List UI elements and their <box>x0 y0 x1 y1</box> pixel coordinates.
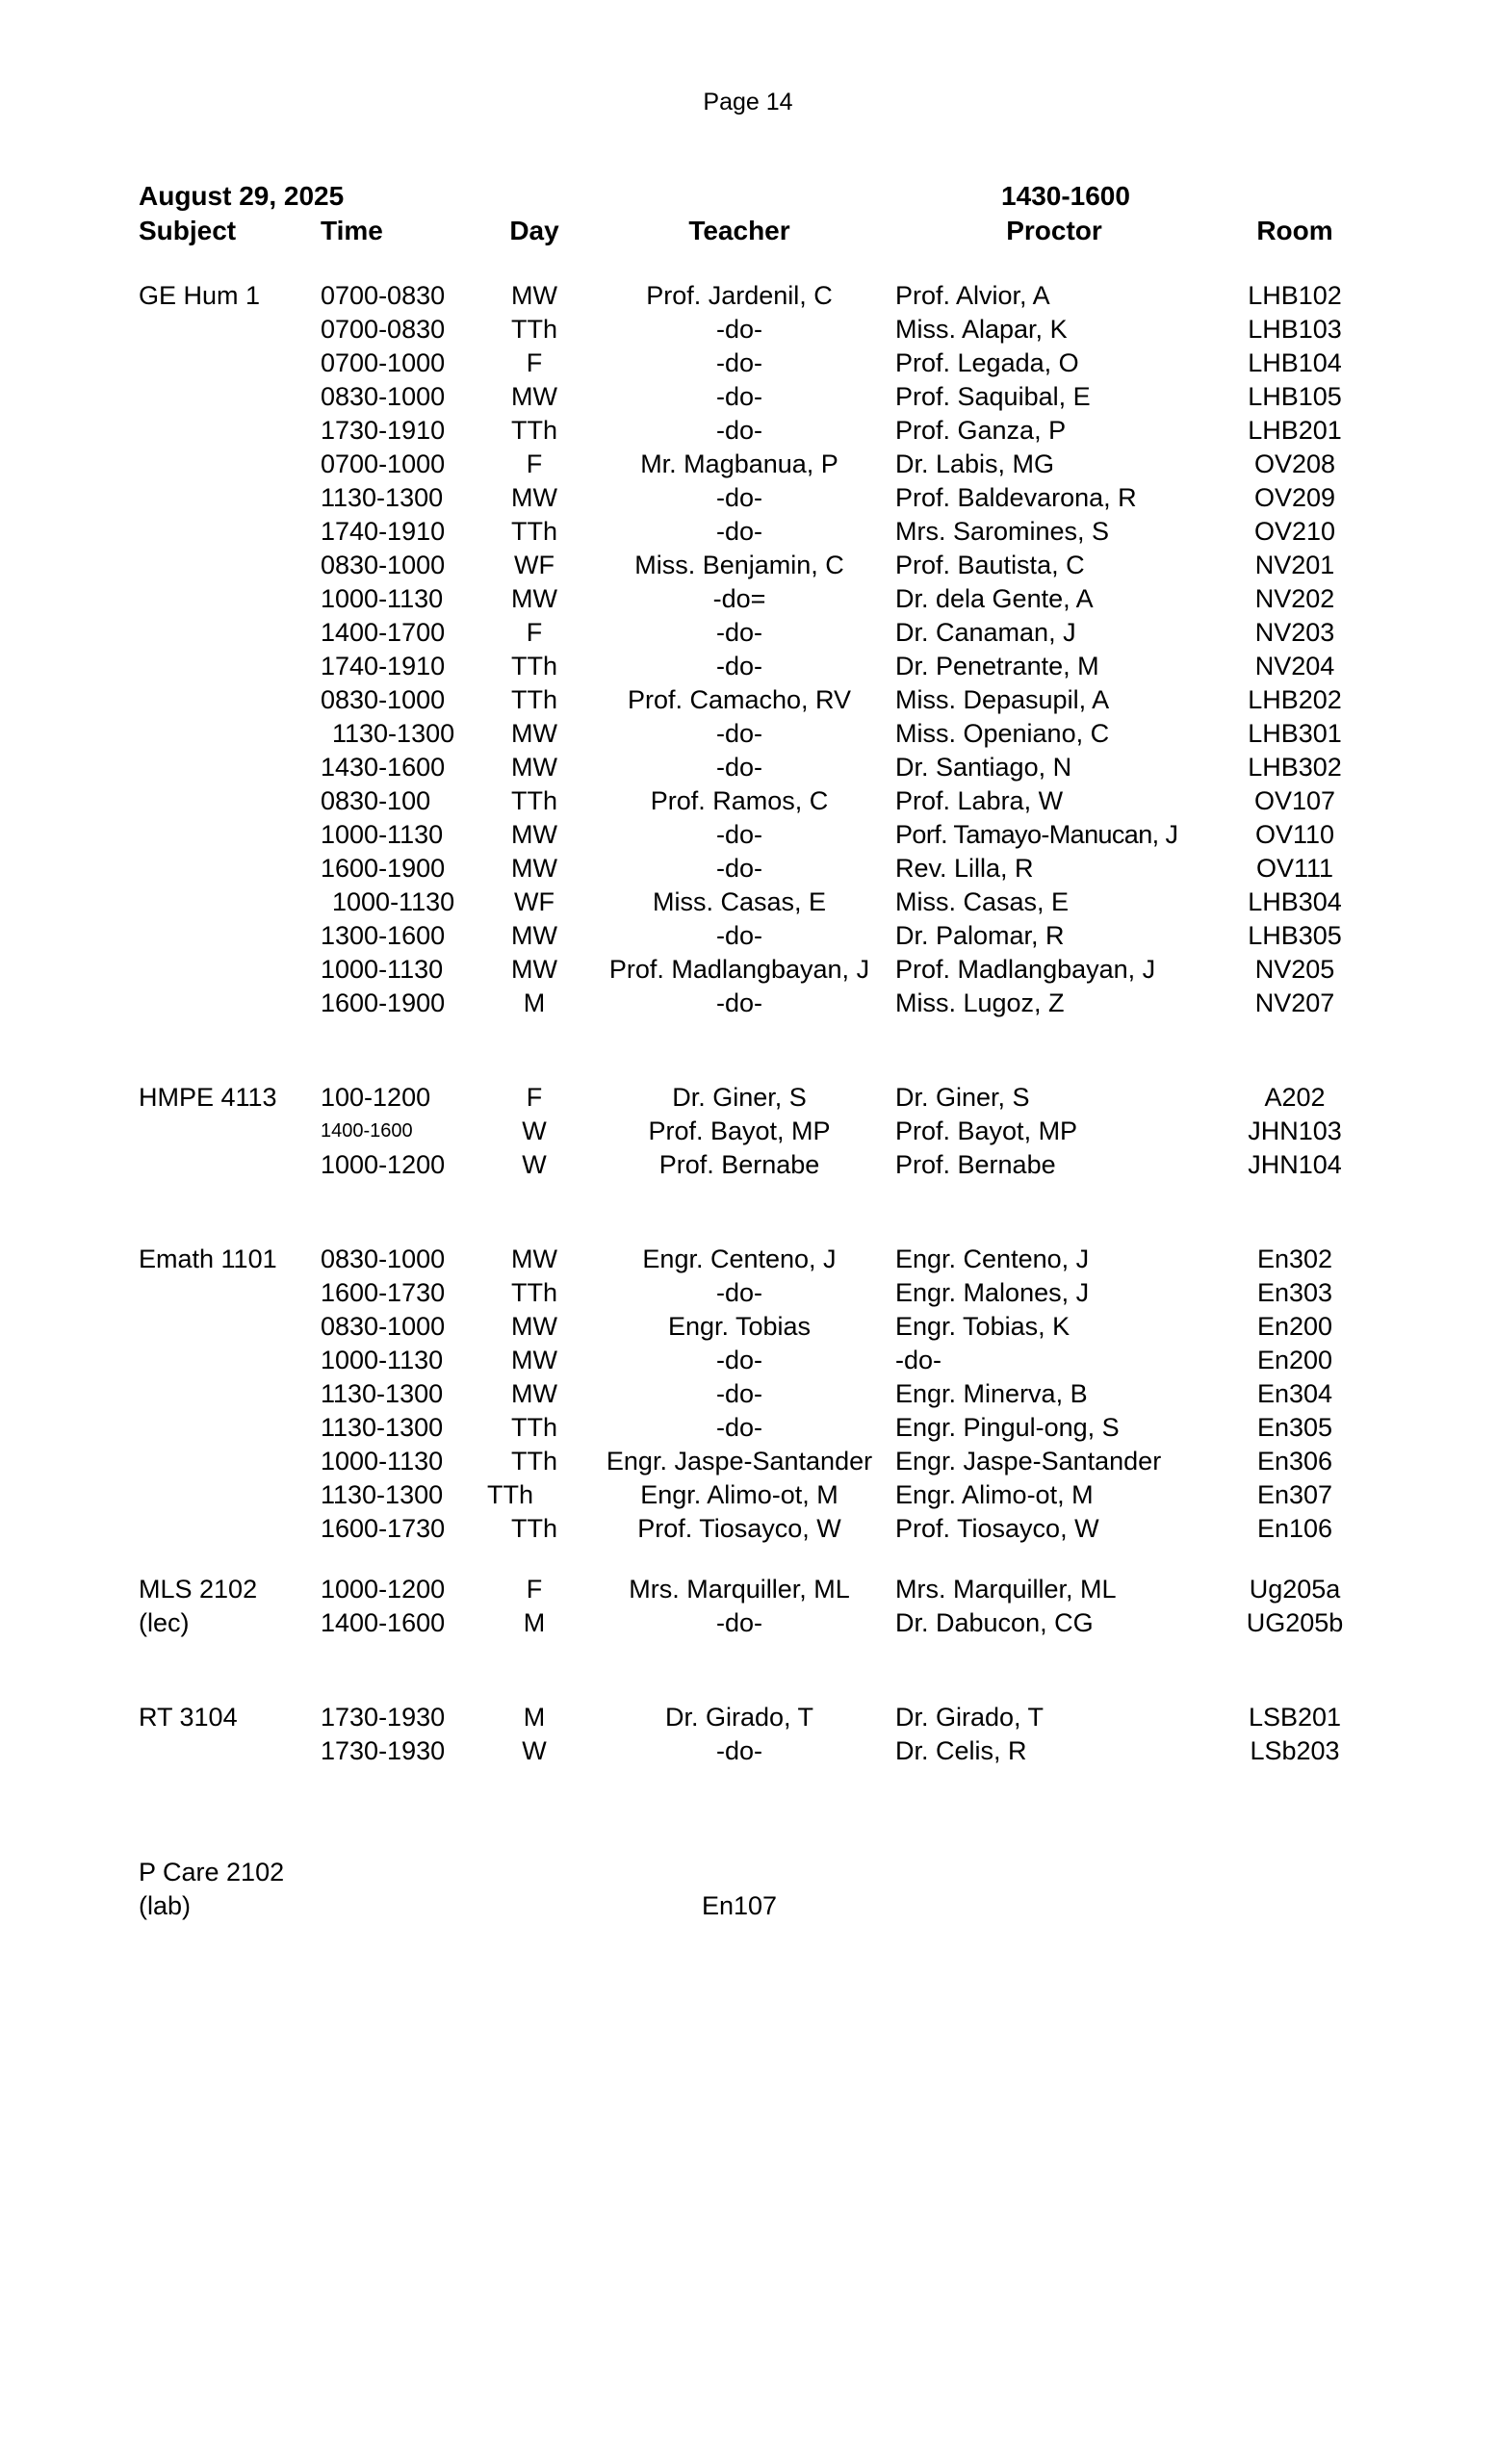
room-cell: OV110 <box>1254 820 1335 849</box>
room-cell: LHB202 <box>1248 685 1342 714</box>
day-cell: MW <box>511 584 557 613</box>
proctor-cell: Dr. Celis, R <box>895 1736 1027 1765</box>
subject-subtitle: (lab) <box>139 1891 192 1920</box>
teacher-cell: Mrs. Marquiller, ML <box>629 1575 850 1604</box>
day-cell: MW <box>511 1346 557 1374</box>
proctor-cell: Engr. Jaspe-Santander <box>895 1447 1162 1476</box>
subject-name: HMPE 4113 <box>139 1083 277 1112</box>
day-cell: TTh <box>510 416 557 445</box>
time-cell: 1000-1200 <box>321 1150 446 1179</box>
room-cell: En302 <box>1256 1245 1333 1273</box>
proctor-cell: Miss. Depasupil, A <box>895 685 1110 714</box>
column-header-teacher: Teacher <box>688 216 790 245</box>
day-cell: MW <box>511 1245 557 1273</box>
room-cell: LSb203 <box>1250 1736 1340 1765</box>
schedule-row <box>0 1734 1496 1768</box>
day-cell: MW <box>511 483 557 512</box>
room-cell: OV210 <box>1253 517 1336 546</box>
room-cell: OV208 <box>1253 449 1336 478</box>
proctor-cell: Dr. Santiago, N <box>895 753 1072 782</box>
proctor-cell: Dr. Labis, MG <box>895 449 1055 478</box>
schedule-row <box>0 751 1496 784</box>
day-cell: MW <box>511 820 557 849</box>
proctor-cell: Prof. Alvior, A <box>895 281 1050 310</box>
subject-block <box>0 1243 1496 1546</box>
proctor-cell: Miss. Lugoz, Z <box>895 988 1065 1017</box>
time-cell: 1000-1130 <box>321 1447 444 1476</box>
subject-name: Emath 1101 <box>139 1245 277 1273</box>
room-cell: NV204 <box>1254 652 1335 680</box>
teacher-cell: Prof. Bayot, MP <box>648 1116 831 1145</box>
day-cell: W <box>522 1150 547 1179</box>
time-cell: 1400-1600 <box>321 1120 413 1142</box>
room-cell: LHB105 <box>1248 382 1342 411</box>
day-cell: F <box>526 1575 543 1604</box>
proctor-cell: Dr. Canaman, J <box>895 618 1076 647</box>
schedule-row <box>0 346 1496 380</box>
time-cell: 1130-1300 <box>321 1379 444 1408</box>
schedule-row <box>0 1243 1496 1276</box>
schedule-row <box>0 717 1496 751</box>
day-cell: F <box>526 449 543 478</box>
proctor-cell: Engr. Tobias, K <box>895 1312 1070 1341</box>
room-cell: NV205 <box>1254 955 1335 984</box>
schedule-row <box>0 481 1496 515</box>
teacher-cell: -do- <box>715 652 762 680</box>
room-cell: En303 <box>1256 1278 1333 1307</box>
room-cell: En307 <box>1256 1480 1333 1509</box>
schedule-row <box>0 448 1496 481</box>
teacher-cell: Prof. Madlangbayan, J <box>608 955 870 984</box>
proctor-cell: Miss. Openiano, C <box>895 719 1110 748</box>
day-cell: MW <box>511 719 557 748</box>
time-cell: 1000-1200 <box>321 1575 446 1604</box>
day-cell: MW <box>511 753 557 782</box>
room-cell: NV207 <box>1254 988 1335 1017</box>
room-cell: LHB301 <box>1248 719 1342 748</box>
schedule-row <box>0 1606 1496 1640</box>
room-cell: LHB103 <box>1248 315 1342 344</box>
teacher-cell: Engr. Centeno, J <box>642 1245 837 1273</box>
teacher-cell: -do- <box>715 854 762 883</box>
room-cell: LHB102 <box>1248 281 1342 310</box>
teacher-cell: -do- <box>715 483 762 512</box>
teacher-cell: Engr. Tobias <box>667 1312 812 1341</box>
teacher-cell: -do= <box>712 584 766 613</box>
day-cell: TTh <box>487 1480 534 1509</box>
day-cell: F <box>526 1083 543 1112</box>
time-cell: 0830-100 <box>321 786 431 815</box>
proctor-cell: Dr. Penetrante, M <box>895 652 1099 680</box>
teacher-cell: -do- <box>715 618 762 647</box>
day-cell: M <box>523 1608 546 1637</box>
time-cell: 0830-1000 <box>321 1312 446 1341</box>
schedule-row <box>0 380 1496 414</box>
schedule-row <box>0 515 1496 549</box>
subject-subtitle: (lec) <box>139 1608 190 1637</box>
schedule-row <box>0 919 1496 953</box>
subject-name: GE Hum 1 <box>139 281 261 310</box>
teacher-cell: -do- <box>715 1736 762 1765</box>
day-cell: TTh <box>510 517 557 546</box>
time-cell: 0700-0830 <box>321 281 446 310</box>
time-cell: 1130-1300 <box>321 483 444 512</box>
subject-name: P Care 2102 <box>139 1858 285 1886</box>
time-cell: 1600-1730 <box>321 1278 446 1307</box>
schedule-row <box>0 1445 1496 1478</box>
proctor-cell: Prof. Madlangbayan, J <box>895 955 1156 984</box>
teacher-cell: -do- <box>715 382 762 411</box>
teacher-cell: Miss. Casas, E <box>652 887 827 916</box>
subject-block <box>0 1701 1496 1768</box>
schedule-row <box>0 1478 1496 1512</box>
teacher-cell: Mr. Magbanua, P <box>640 449 838 478</box>
proctor-cell: Prof. Ganza, P <box>895 416 1067 445</box>
room-cell: LHB304 <box>1248 887 1342 916</box>
proctor-cell: Dr. Palomar, R <box>895 921 1065 950</box>
day-cell: TTh <box>510 1514 557 1543</box>
proctor-cell: Prof. Labra, W <box>895 786 1064 815</box>
schedule-row <box>0 1701 1496 1734</box>
schedule-row <box>0 582 1496 616</box>
exam-date: August 29, 2025 <box>139 181 345 211</box>
room-cell: En200 <box>1256 1346 1333 1374</box>
schedule-row <box>0 683 1496 717</box>
room-cell: Ug205a <box>1249 1575 1341 1604</box>
time-cell: 1730-1930 <box>321 1703 446 1732</box>
day-cell: M <box>523 988 546 1017</box>
day-cell: MW <box>511 921 557 950</box>
day-cell: TTh <box>510 1278 557 1307</box>
proctor-cell: Prof. Tiosayco, W <box>895 1514 1099 1543</box>
proctor-cell: Engr. Pingul-ong, S <box>895 1413 1120 1442</box>
day-cell: TTh <box>510 315 557 344</box>
teacher-cell: Engr. Jaspe-Santander <box>606 1447 873 1476</box>
room-cell: LHB201 <box>1248 416 1342 445</box>
time-cell: 1730-1910 <box>321 416 446 445</box>
room-cell: JHN103 <box>1248 1116 1342 1145</box>
teacher-cell: Miss. Benjamin, C <box>634 551 844 579</box>
schedule-row <box>0 1148 1496 1182</box>
room-cell: En304 <box>1256 1379 1333 1408</box>
time-cell: 1730-1930 <box>321 1736 446 1765</box>
teacher-cell: Dr. Giner, S <box>672 1083 807 1112</box>
day-cell: F <box>526 348 543 377</box>
day-cell: MW <box>511 382 557 411</box>
teacher-cell: -do- <box>715 820 762 849</box>
teacher-cell: Dr. Girado, T <box>664 1703 814 1732</box>
day-cell: TTh <box>510 652 557 680</box>
day-cell: M <box>523 1703 546 1732</box>
page-number: Page 14 <box>703 89 793 116</box>
schedule-row <box>0 414 1496 448</box>
teacher-cell: -do- <box>715 719 762 748</box>
time-cell: 0830-1000 <box>321 382 446 411</box>
teacher-cell: -do- <box>715 1346 762 1374</box>
time-cell: 0830-1000 <box>321 1245 446 1273</box>
column-header-room: Room <box>1256 216 1333 245</box>
proctor-cell: Prof. Baldevarona, R <box>895 483 1137 512</box>
schedule-row <box>0 313 1496 346</box>
teacher-cell: -do- <box>715 1608 762 1637</box>
time-cell: 0700-0830 <box>321 315 446 344</box>
time-cell: 1740-1910 <box>321 517 446 546</box>
time-cell: 1600-1900 <box>321 854 446 883</box>
day-cell: TTh <box>510 1447 557 1476</box>
day-cell: WF <box>514 551 555 579</box>
day-cell: MW <box>511 281 557 310</box>
teacher-cell: -do- <box>715 416 762 445</box>
time-cell: 1000-1130 <box>332 887 455 916</box>
day-cell: F <box>526 618 543 647</box>
proctor-cell: Prof. Bayot, MP <box>895 1116 1078 1145</box>
room-cell: OV111 <box>1255 854 1334 883</box>
room-cell: JHN104 <box>1248 1150 1342 1179</box>
exam-time-slot: 1430-1600 <box>1001 181 1130 211</box>
schedule-row <box>0 987 1496 1020</box>
schedule-row <box>0 1310 1496 1344</box>
time-cell: 1600-1900 <box>321 988 446 1017</box>
proctor-cell: Prof. Bautista, C <box>895 551 1085 579</box>
column-header-day: Day <box>509 216 559 245</box>
room-cell: NV203 <box>1254 618 1335 647</box>
time-cell: 1000-1130 <box>321 820 444 849</box>
schedule-row <box>0 616 1496 650</box>
column-header-proctor: Proctor <box>1006 216 1102 245</box>
day-cell: TTh <box>510 685 557 714</box>
room-cell: LHB305 <box>1248 921 1342 950</box>
schedule-row <box>0 1512 1496 1546</box>
proctor-cell: Dr. Girado, T <box>895 1703 1045 1732</box>
schedule-table <box>0 279 1496 1768</box>
proctor-cell: Prof. Legada, O <box>895 348 1079 377</box>
day-cell: MW <box>511 955 557 984</box>
day-cell: W <box>522 1116 547 1145</box>
subject-block <box>0 1573 1496 1640</box>
subject-name: MLS 2102 <box>139 1575 258 1604</box>
room-cell: NV201 <box>1254 551 1335 579</box>
column-header-subject: Subject <box>139 216 237 245</box>
teacher-cell: -do- <box>715 517 762 546</box>
room-cell: LSB201 <box>1248 1703 1342 1732</box>
proctor-cell: Dr. Giner, S <box>895 1083 1030 1112</box>
time-cell: 1130-1300 <box>321 1480 444 1509</box>
time-cell: 1000-1130 <box>321 1346 444 1374</box>
time-cell: 1130-1300 <box>321 1413 444 1442</box>
proctor-cell: Rev. Lilla, R <box>895 854 1034 883</box>
schedule-row <box>0 1573 1496 1606</box>
teacher-cell: Prof. Bernabe <box>658 1150 820 1179</box>
subject-block <box>0 1081 1496 1182</box>
subject-block <box>0 279 1496 1020</box>
schedule-row <box>0 818 1496 852</box>
teacher-cell: -do- <box>715 753 762 782</box>
schedule-row <box>0 1276 1496 1310</box>
proctor-cell: Dr. Dabucon, CG <box>895 1608 1094 1637</box>
teacher-cell: Prof. Camacho, RV <box>627 685 852 714</box>
day-cell: TTh <box>510 786 557 815</box>
time-cell: 0830-1000 <box>321 551 446 579</box>
schedule-row <box>0 953 1496 987</box>
day-cell: MW <box>511 1379 557 1408</box>
time-cell: 0700-1000 <box>321 348 446 377</box>
room-cell: A202 <box>1264 1083 1326 1112</box>
time-cell: 1300-1600 <box>321 921 446 950</box>
room-cell: LHB104 <box>1248 348 1342 377</box>
teacher-cell: Prof. Tiosayco, W <box>637 1514 841 1543</box>
pcare-room: En107 <box>701 1891 778 1920</box>
day-cell: W <box>522 1736 547 1765</box>
schedule-row <box>0 1115 1496 1148</box>
time-cell: 1400-1600 <box>321 1608 446 1637</box>
proctor-cell: Prof. Bernabe <box>895 1150 1056 1179</box>
room-cell: En106 <box>1256 1514 1333 1543</box>
room-cell: UG205b <box>1246 1608 1344 1637</box>
teacher-cell: -do- <box>715 988 762 1017</box>
time-cell: 1740-1910 <box>321 652 446 680</box>
teacher-cell: -do- <box>715 348 762 377</box>
proctor-cell: Engr. Alimo-ot, M <box>895 1480 1094 1509</box>
proctor-cell: Miss. Casas, E <box>895 887 1070 916</box>
teacher-cell: Engr. Alimo-ot, M <box>640 1480 838 1509</box>
room-cell: OV107 <box>1253 786 1336 815</box>
schedule-row <box>0 886 1496 919</box>
teacher-cell: Prof. Ramos, C <box>650 786 829 815</box>
day-cell: TTh <box>510 1413 557 1442</box>
schedule-row <box>0 1344 1496 1377</box>
room-cell: En306 <box>1256 1447 1333 1476</box>
day-cell: MW <box>511 854 557 883</box>
proctor-cell: Engr. Malones, J <box>895 1278 1090 1307</box>
subject-name: RT 3104 <box>139 1703 238 1732</box>
teacher-cell: -do- <box>715 1413 762 1442</box>
time-cell: 1130-1300 <box>332 719 455 748</box>
schedule-row <box>0 1377 1496 1411</box>
room-cell: En200 <box>1256 1312 1333 1341</box>
schedule-row <box>0 1411 1496 1445</box>
time-cell: 1430-1600 <box>321 753 446 782</box>
room-cell: OV209 <box>1253 483 1336 512</box>
teacher-cell: -do- <box>715 921 762 950</box>
time-cell: 1000-1130 <box>321 584 444 613</box>
proctor-cell: -do- <box>895 1346 942 1374</box>
proctor-cell: Mrs. Marquiller, ML <box>895 1575 1117 1604</box>
teacher-cell: -do- <box>715 1278 762 1307</box>
subject-block-pcare <box>139 1856 284 1923</box>
teacher-cell: Prof. Jardenil, C <box>646 281 833 310</box>
column-header-time: Time <box>321 216 383 245</box>
time-cell: 1000-1130 <box>321 955 444 984</box>
time-cell: 1400-1700 <box>321 618 446 647</box>
day-cell: MW <box>511 1312 557 1341</box>
schedule-row <box>0 852 1496 886</box>
room-cell: NV202 <box>1254 584 1335 613</box>
schedule-row <box>0 549 1496 582</box>
day-cell: WF <box>514 887 555 916</box>
proctor-cell: Porf. Tamayo-Manucan, J <box>895 820 1178 849</box>
proctor-cell: Engr. Minerva, B <box>895 1379 1088 1408</box>
time-cell: 100-1200 <box>321 1083 431 1112</box>
time-cell: 0830-1000 <box>321 685 446 714</box>
proctor-cell: Miss. Alapar, K <box>895 315 1068 344</box>
schedule-row <box>0 650 1496 683</box>
teacher-cell: -do- <box>715 315 762 344</box>
proctor-cell: Engr. Centeno, J <box>895 1245 1090 1273</box>
time-cell: 0700-1000 <box>321 449 446 478</box>
proctor-cell: Prof. Saquibal, E <box>895 382 1091 411</box>
time-cell: 1600-1730 <box>321 1514 446 1543</box>
schedule-row <box>0 279 1496 313</box>
room-cell: En305 <box>1256 1413 1333 1442</box>
proctor-cell: Mrs. Saromines, S <box>895 517 1110 546</box>
proctor-cell: Dr. dela Gente, A <box>895 584 1094 613</box>
schedule-row <box>0 784 1496 818</box>
schedule-row <box>0 1081 1496 1115</box>
teacher-cell: -do- <box>715 1379 762 1408</box>
room-cell: LHB302 <box>1248 753 1342 782</box>
